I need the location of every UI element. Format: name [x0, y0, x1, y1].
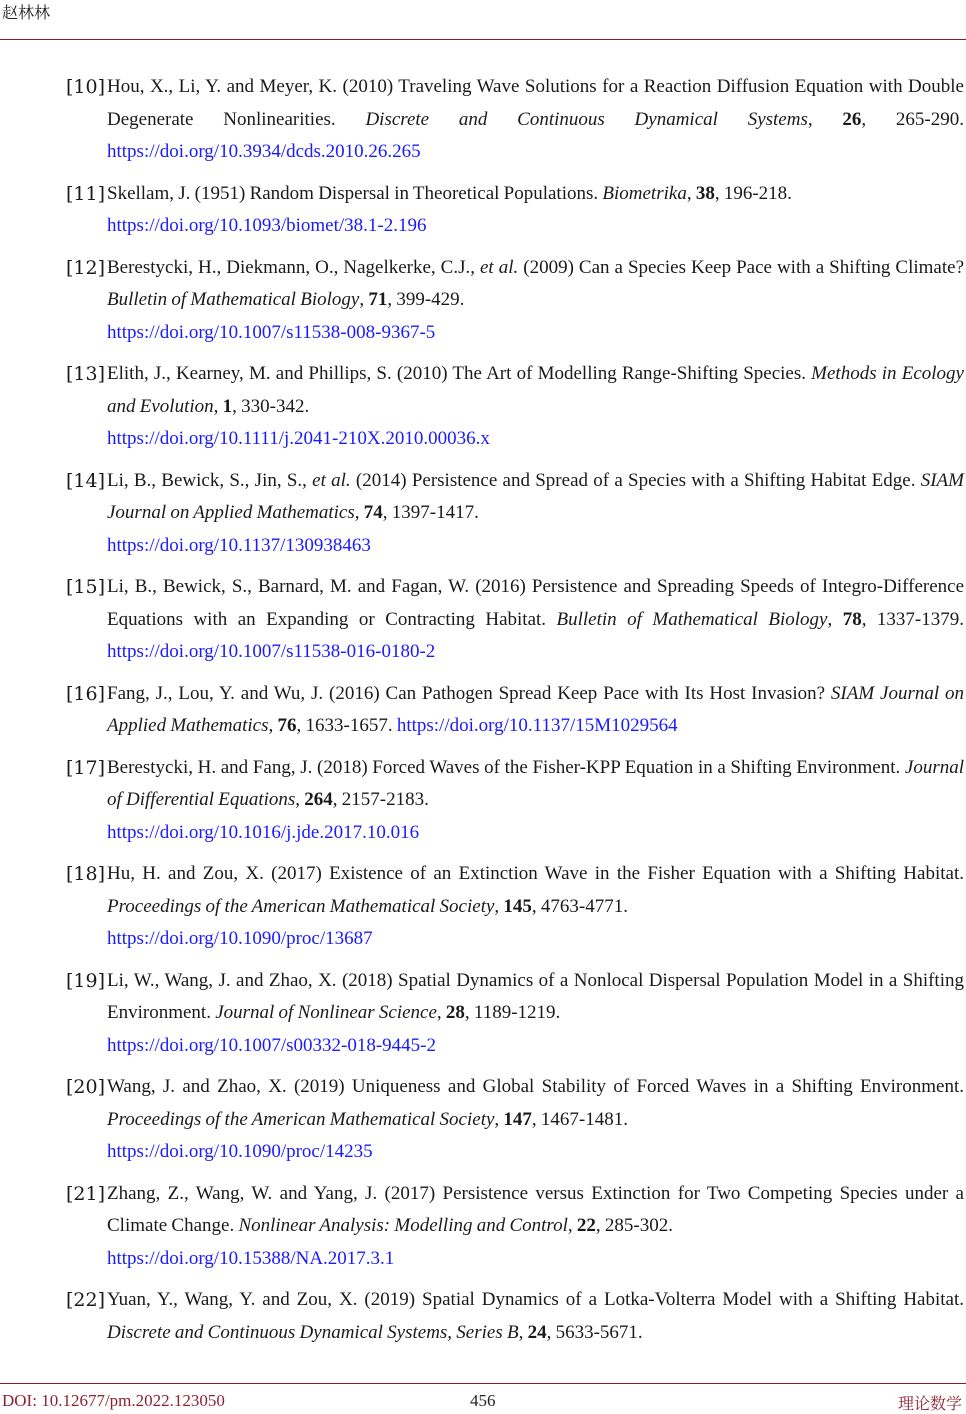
reference-text — [107, 1071, 964, 1169]
page-number: 456 — [470, 1391, 496, 1410]
reference-citation — [107, 183, 792, 204]
reference-number: [20] — [66, 1076, 106, 1098]
reference-authors-title: Li, B., Bewick, S., Barnard, M. and Fagan, W. (2016) Persistence and Spreading Speeds of Integro-Difference Equations with an Expanding or Contracting Habitat. — [107, 576, 964, 630]
reference-citation — [107, 76, 964, 130]
reference-citation — [107, 757, 964, 811]
reference-pages: , 5633-5671. — [546, 1321, 643, 1343]
reference-journal: Bulletin of Mathematical Biology — [556, 608, 828, 630]
reference-number: [10] — [66, 76, 106, 98]
footer-journal-name: 理论数学 — [897, 1394, 962, 1413]
reference-etal: et al. — [312, 469, 351, 491]
reference-citation — [107, 970, 964, 1024]
reference-journal: Journal of Differential Equations — [107, 756, 964, 810]
reference-list — [0, 71, 966, 1358]
reference-volume: 264 — [304, 789, 333, 810]
doi-link[interactable]: https://doi.org/10.1007/s11538-016-0180-2 — [107, 641, 436, 662]
reference-pages: , 196-218. — [714, 182, 792, 204]
reference-text — [107, 678, 964, 743]
reference-text — [107, 1178, 964, 1276]
reference-title: (2009) Can a Species Keep Pace with a Shifting Climate? — [518, 256, 965, 278]
reference-journal: Bulletin of Mathematical Biology — [107, 289, 360, 310]
reference-separator: , — [436, 1002, 446, 1023]
reference-title: (2014) Persistence and Spread of a Species with a Shifting Habitat Edge. — [350, 469, 921, 491]
doi-line — [107, 1030, 964, 1063]
doi-link[interactable]: https://doi.org/10.1090/proc/14235 — [107, 1141, 373, 1162]
reference-text — [107, 358, 964, 456]
reference-authors-title: Hou, X., Li, Y. and Meyer, K. (2010) Traveling Wave Solutions for a Reaction Diffusion Equation with Double Degenerate Nonlinearities. — [107, 76, 964, 130]
doi-link[interactable]: https://doi.org/10.1090/proc/13687 — [107, 928, 373, 949]
reference-number: [13] — [66, 363, 106, 385]
reference-citation — [107, 576, 964, 630]
reference-entry — [0, 1178, 966, 1276]
doi-link[interactable]: https://doi.org/10.3934/dcds.2010.26.265 — [107, 141, 421, 162]
reference-separator: , — [494, 895, 504, 917]
reference-text — [107, 71, 964, 169]
reference-text — [107, 178, 964, 243]
reference-etal: et al. — [480, 256, 519, 278]
reference-text — [107, 1284, 964, 1349]
doi-line — [107, 1243, 964, 1276]
reference-pages: , 265-290. — [861, 108, 964, 130]
reference-volume: 28 — [445, 1002, 465, 1023]
reference-entry — [0, 858, 966, 956]
doi-line — [107, 317, 964, 350]
header-author: 赵林林 — [2, 3, 51, 22]
reference-volume: 71 — [368, 289, 388, 310]
reference-entry — [0, 752, 966, 850]
reference-journal: Journal of Nonlinear Science — [215, 1002, 437, 1023]
reference-journal: Nonlinear Analysis: Modelling and Control — [238, 1215, 568, 1236]
doi-line — [107, 1136, 964, 1169]
reference-pages: , 1633-1657. — [296, 715, 397, 736]
doi-line — [107, 923, 964, 956]
reference-number: [22] — [66, 1289, 106, 1311]
reference-volume: 147 — [503, 1108, 532, 1130]
page-header — [0, 0, 966, 40]
reference-journal: Proceedings of the American Mathematical Society — [107, 1108, 495, 1130]
reference-number: [18] — [66, 863, 106, 885]
reference-authors-title: Hu, H. and Zou, X. (2017) Existence of an Extinction Wave in the Fisher Equation with a Shifting Habitat. — [107, 863, 964, 884]
reference-journal: Discrete and Continuous Dynamical Systems — [365, 108, 808, 130]
reference-entry — [0, 71, 966, 169]
reference-number: [16] — [66, 682, 106, 705]
reference-number: [21] — [66, 1182, 106, 1205]
doi-link[interactable]: https://doi.org/10.1016/j.jde.2017.10.016 — [107, 821, 420, 843]
reference-number: [11] — [66, 182, 106, 205]
reference-separator: , — [213, 395, 223, 417]
reference-citation — [107, 363, 964, 417]
doi-link[interactable]: https://doi.org/10.15388/NA.2017.3.1 — [107, 1247, 395, 1269]
reference-citation — [107, 470, 964, 524]
reference-separator: , — [354, 502, 364, 523]
reference-text — [107, 252, 964, 350]
reference-entry — [0, 465, 966, 563]
reference-pages: , 1189-1219. — [464, 1002, 561, 1023]
reference-separator: , — [359, 289, 369, 310]
reference-volume: 74 — [363, 502, 383, 523]
reference-entry — [0, 358, 966, 456]
reference-number: [17] — [66, 756, 106, 779]
reference-citation — [107, 1289, 964, 1343]
reference-separator: , — [567, 1215, 577, 1236]
reference-citation — [107, 257, 964, 311]
reference-authors-title: Li, W., Wang, J. and Zhao, X. (2018) Spatial Dynamics of a Nonlocal Dispersal Population Model in a Shifting Environment. — [107, 969, 964, 1023]
reference-entry — [0, 252, 966, 350]
reference-number: [14] — [66, 469, 106, 492]
doi-link[interactable]: https://doi.org/10.1007/s11538-008-9367-5 — [107, 321, 436, 343]
reference-number: [12] — [66, 256, 106, 279]
reference-pages: , 285-302. — [595, 1215, 673, 1236]
reference-volume: 22 — [576, 1215, 596, 1236]
doi-line — [107, 530, 964, 563]
reference-text — [107, 571, 964, 669]
reference-authors-title: Wang, J. and Zhao, X. (2019) Uniqueness and Global Stability of Forced Waves in a Shifting Environment. — [107, 1076, 964, 1097]
reference-volume: 1 — [222, 395, 233, 417]
reference-pages: , 1397-1417. — [382, 502, 479, 523]
doi-line — [107, 210, 964, 243]
doi-link[interactable]: https://doi.org/10.1093/biomet/38.1-2.196 — [107, 215, 427, 236]
footer-doi: DOI: 10.12677/pm.2022.123050 — [2, 1391, 225, 1410]
reference-entry — [0, 965, 966, 1063]
reference-journal: Methods in Ecology and Evolution — [107, 363, 964, 417]
reference-pages: , 330-342. — [232, 395, 310, 417]
reference-volume: 24 — [527, 1321, 547, 1343]
reference-separator: , — [807, 108, 843, 130]
doi-line — [107, 423, 964, 456]
reference-journal: Proceedings of the American Mathematical Society — [107, 895, 495, 917]
reference-authors-title: Li, B., Bewick, S., Jin, S., — [107, 469, 313, 491]
reference-separator: , — [827, 608, 843, 630]
reference-number: [19] — [66, 969, 106, 992]
doi-link[interactable]: https://doi.org/10.1137/15M1029564 — [396, 715, 678, 736]
reference-separator: , — [494, 1108, 504, 1130]
reference-authors-title: Berestycki, H., Diekmann, O., Nagelkerke, C.J., — [107, 256, 480, 278]
reference-authors-title: Skellam, J. (1951) Random Dispersal in Theoretical Populations. — [107, 182, 603, 204]
reference-authors-title: Elith, J., Kearney, M. and Phillips, S. (2010) The Art of Modelling Range-Shifting Species. — [107, 363, 812, 384]
reference-separator: , — [686, 182, 696, 204]
reference-journal: SIAM Journal on Applied Mathematics — [107, 682, 965, 736]
reference-journal: SIAM Journal on Applied Mathematics — [107, 469, 964, 523]
page-footer — [0, 1390, 966, 1414]
reference-entry — [0, 178, 966, 243]
reference-citation — [107, 863, 964, 917]
reference-volume: 76 — [277, 715, 297, 736]
reference-volume: 38 — [695, 182, 715, 204]
reference-separator: , — [295, 789, 305, 810]
doi-line — [107, 817, 964, 850]
reference-volume: 26 — [842, 108, 862, 130]
reference-number: [15] — [66, 576, 106, 598]
reference-citation — [107, 1076, 964, 1130]
reference-pages: , 2157-2183. — [332, 789, 429, 810]
doi-link[interactable]: https://doi.org/10.1007/s00332-018-9445-2 — [107, 1034, 436, 1056]
reference-pages: , 1337-1379. — [861, 608, 964, 630]
reference-entry — [0, 1284, 966, 1349]
reference-volume: 145 — [503, 895, 532, 917]
reference-journal: Biometrika — [602, 182, 687, 204]
reference-text — [107, 465, 964, 563]
doi-link[interactable]: https://doi.org/10.1111/j.2041-210X.2010.00036.x — [107, 428, 490, 449]
reference-authors-title: Berestycki, H. and Fang, J. (2018) Forced Waves of the Fisher-KPP Equation in a Shifting Environment. — [107, 756, 905, 778]
footer-rule — [0, 1383, 966, 1384]
reference-entry — [0, 678, 966, 743]
reference-pages: , 4763-4771. — [531, 895, 628, 917]
reference-separator: , — [268, 715, 278, 736]
reference-entry — [0, 1071, 966, 1169]
reference-text — [107, 965, 964, 1063]
header-rule — [0, 39, 966, 40]
reference-entry — [0, 571, 966, 669]
reference-authors-title: Fang, J., Lou, Y. and Wu, J. (2016) Can Pathogen Spread Keep Pace with Its Host Invasion? — [107, 682, 831, 704]
reference-pages: , 1467-1481. — [531, 1108, 628, 1130]
reference-text — [107, 752, 964, 850]
reference-separator: , — [518, 1321, 528, 1343]
reference-journal: Discrete and Continuous Dynamical Systems, Series B — [107, 1321, 519, 1343]
reference-text — [107, 858, 964, 956]
doi-link[interactable]: https://doi.org/10.1137/130938463 — [107, 534, 371, 556]
reference-volume: 78 — [842, 608, 862, 630]
reference-authors-title: Zhang, Z., Wang, W. and Yang, J. (2017) Persistence versus Extinction for Two Competing Species under a Climate Change. — [107, 1182, 964, 1236]
reference-authors-title: Yuan, Y., Wang, Y. and Zou, X. (2019) Spatial Dynamics of a Lotka-Volterra Model with a Shifting Habitat. — [107, 1289, 964, 1310]
reference-pages: , 399-429. — [387, 289, 465, 310]
reference-citation — [107, 1183, 964, 1237]
